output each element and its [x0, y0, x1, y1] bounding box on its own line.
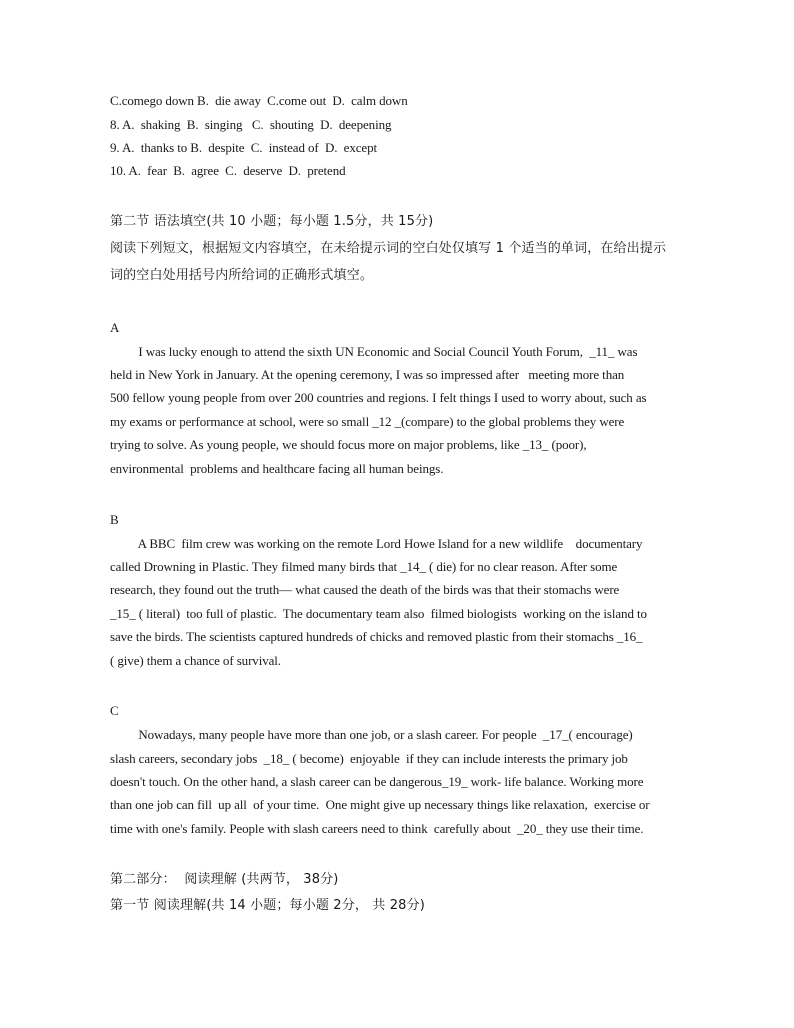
passage-line: doesn't touch. On the other hand, a slash career can be dangerous_19_ work- life balance. Working more [110, 774, 644, 789]
passage-line: Nowadays, many people have more than one job, or a slash career. For people _17_( encourage) [110, 727, 633, 742]
passage-line: _15_ ( literal) too full of plastic. The documentary team also filmed biologists working on the island to [110, 606, 647, 621]
passage-line: my exams or performance at school, were so small _12 _(compare) to the global problems they were [110, 414, 625, 429]
passage-line: slash careers, secondary jobs _18_ ( become) enjoyable if they can include interests the primary job [110, 751, 628, 766]
passage-line: ( give) them a chance of survival. [110, 653, 281, 668]
passage-label: B [110, 512, 119, 527]
passage-line: environmental problems and healthcare facing all human beings. [110, 461, 444, 476]
passage-line: A BBC film crew was working on the remote Lord Howe Island for a new wildlife documentary [110, 536, 643, 551]
option-line-10: 10. A. fear B. agree C. deserve D. pretend [110, 163, 346, 178]
section-heading: 第一节 阅读理解(共 14 小题；每小题 2分， 共 28分) [110, 898, 425, 913]
section-heading: 第二节 语法填空(共 10 小题；每小题 1.5分，共 15分) [110, 214, 434, 229]
passage-line: trying to solve. As young people, we should focus more on major problems, like _13_ (poor), [110, 437, 587, 452]
passage-line: save the birds. The scientists captured hundreds of chicks and removed plastic from their stomachs _16_ [110, 629, 643, 644]
passage-line: I was lucky enough to attend the sixth UN Economic and Social Council Youth Forum, _11_ was [110, 344, 638, 359]
part-heading: 第二部分： 阅读理解 (共两节， 38分) [110, 872, 339, 887]
instructions-line: 阅读下列短文，根据短文内容填空，在未给提示词的空白处仅填写 1 个适当的单词，在给出提示 [110, 241, 667, 256]
passage-line: held in New York in January. At the opening ceremony, I was so impressed after meeting more than [110, 367, 625, 382]
passage-line: than one job can fill up all of your time. One might give up necessary things like relaxation, exercise or [110, 797, 650, 812]
option-line-7: C.comego down B. die away C.come out D. calm down [110, 93, 408, 108]
instructions-line: 词的空白处用括号内所给词的正确形式填空。 [110, 268, 374, 283]
passage-line: called Drowning in Plastic. They filmed many birds that _14_ ( die) for no clear reason. After some [110, 559, 618, 574]
passage-line: 500 fellow young people from over 200 countries and regions. I felt things I used to worry about, such as [110, 390, 647, 405]
passage-label: A [110, 320, 120, 335]
passage-line: time with one's family. People with slash careers need to think carefully about _20_ they use their time. [110, 821, 644, 836]
option-line-8: 8. A. shaking B. singing C. shouting D. deepening [110, 117, 392, 132]
option-line-9: 9. A. thanks to B. despite C. instead of D. except [110, 140, 378, 155]
passage-line: research, they found out the truth— what caused the death of the birds was that their stomachs were [110, 582, 620, 597]
passage-label: C [110, 703, 119, 718]
